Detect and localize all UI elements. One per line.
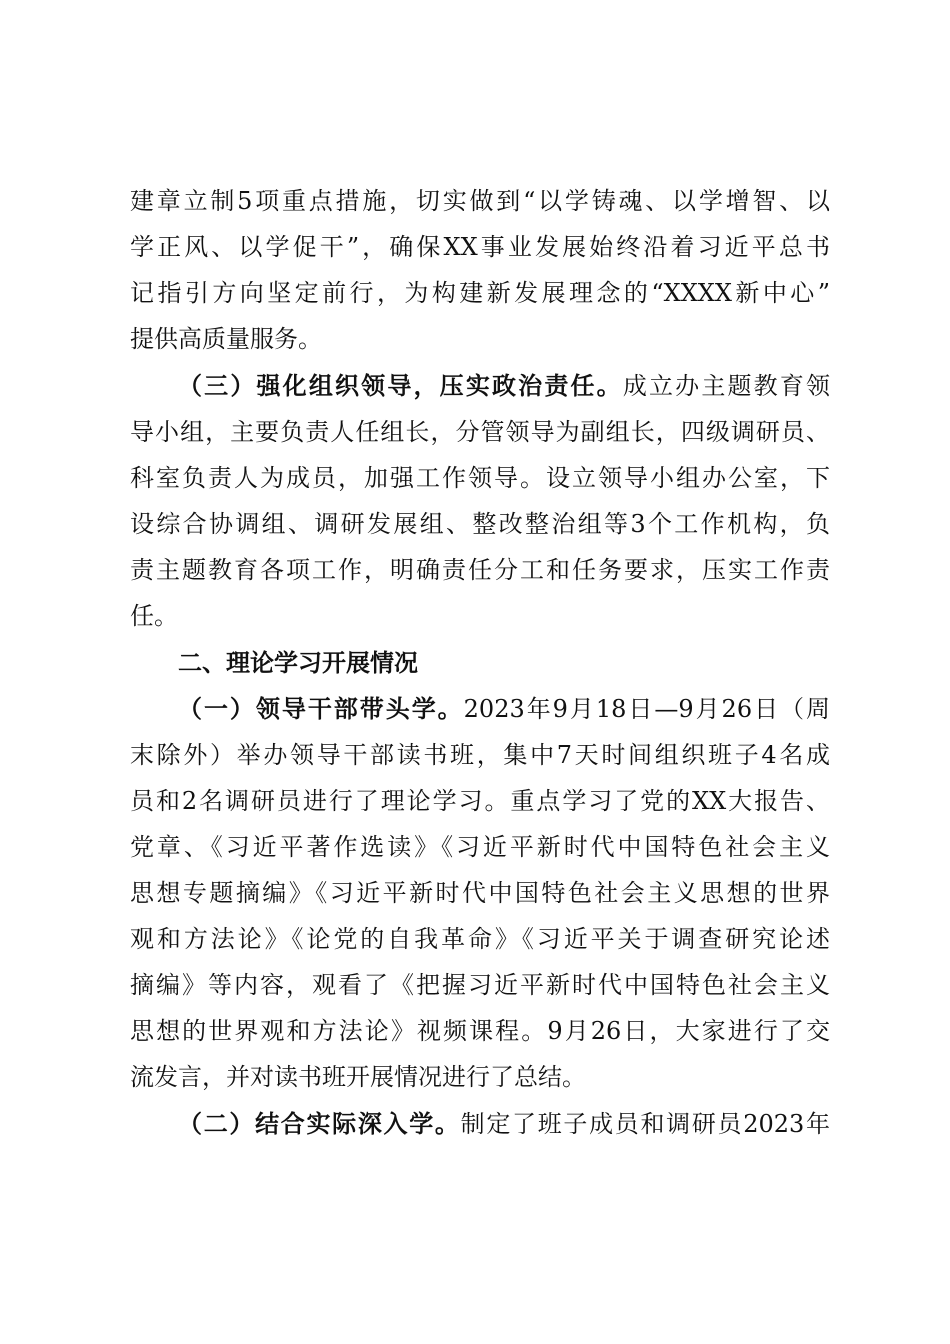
paragraph-line: 末除外）举办领导干部读书班，集中7天时间组织班子4名成 <box>130 741 830 769</box>
section-heading: 二、理论学习开展情况 <box>178 649 418 677</box>
paragraph-line: 设综合协调组、调研发展组、整改整治组等3个工作机构，负 <box>130 510 830 538</box>
paragraph-line: 提供高质量服务。 <box>130 325 322 353</box>
paragraph-line: 思想的世界观和方法论》视频课程。9月26日，大家进行了交 <box>130 1017 830 1045</box>
paragraph-line: 学正风、以学促干”，确保XX事业发展始终沿着习近平总书 <box>130 233 830 261</box>
paragraph-line: 流发言，并对读书班开展情况进行了总结。 <box>130 1063 586 1091</box>
paragraph-line: 科室负责人为成员，加强工作领导。设立领导小组办公室，下 <box>130 464 830 492</box>
paragraph-lead: （三）强化组织领导，压实政治责任。 <box>178 371 623 400</box>
paragraph-first-line <box>178 371 830 401</box>
paragraph-line: 建章立制5项重点措施，切实做到“以学铸魂、以学增智、以 <box>130 187 830 215</box>
paragraph-first-line <box>178 694 830 724</box>
paragraph-line: 导小组，主要负责人任组长，分管领导为副组长，四级调研员、 <box>130 418 830 446</box>
paragraph-line: 党章、《习近平著作选读》《习近平新时代中国特色社会主义 <box>130 833 830 861</box>
paragraph-text: 制定了班子成员和调研员2023年 <box>460 1110 831 1138</box>
paragraph-line: 记指引方向坚定前行，为构建新发展理念的“XXXX新中心” <box>130 279 830 307</box>
paragraph-line: 员和2名调研员进行了理论学习。重点学习了党的XX大报告、 <box>130 787 830 815</box>
paragraph-line: 任。 <box>130 602 178 630</box>
paragraph-text: 成立办主题教育领 <box>622 372 831 400</box>
paragraph-lead: （二）结合实际深入学。 <box>178 1109 461 1138</box>
paragraph-text: 2023年9月18日—9月26日（周 <box>463 695 830 723</box>
paragraph-line: 摘编》等内容，观看了《把握习近平新时代中国特色社会主义 <box>130 971 830 999</box>
paragraph-line: 观和方法论》《论党的自我革命》《习近平关于调查研究论述 <box>130 925 830 953</box>
paragraph-first-line <box>178 1109 830 1139</box>
paragraph-line: 思想专题摘编》《习近平新时代中国特色社会主义思想的世界 <box>130 879 830 907</box>
paragraph-line: 责主题教育各项工作，明确责任分工和任务要求，压实工作责 <box>130 556 830 584</box>
paragraph-lead: （一）领导干部带头学。 <box>178 694 464 723</box>
